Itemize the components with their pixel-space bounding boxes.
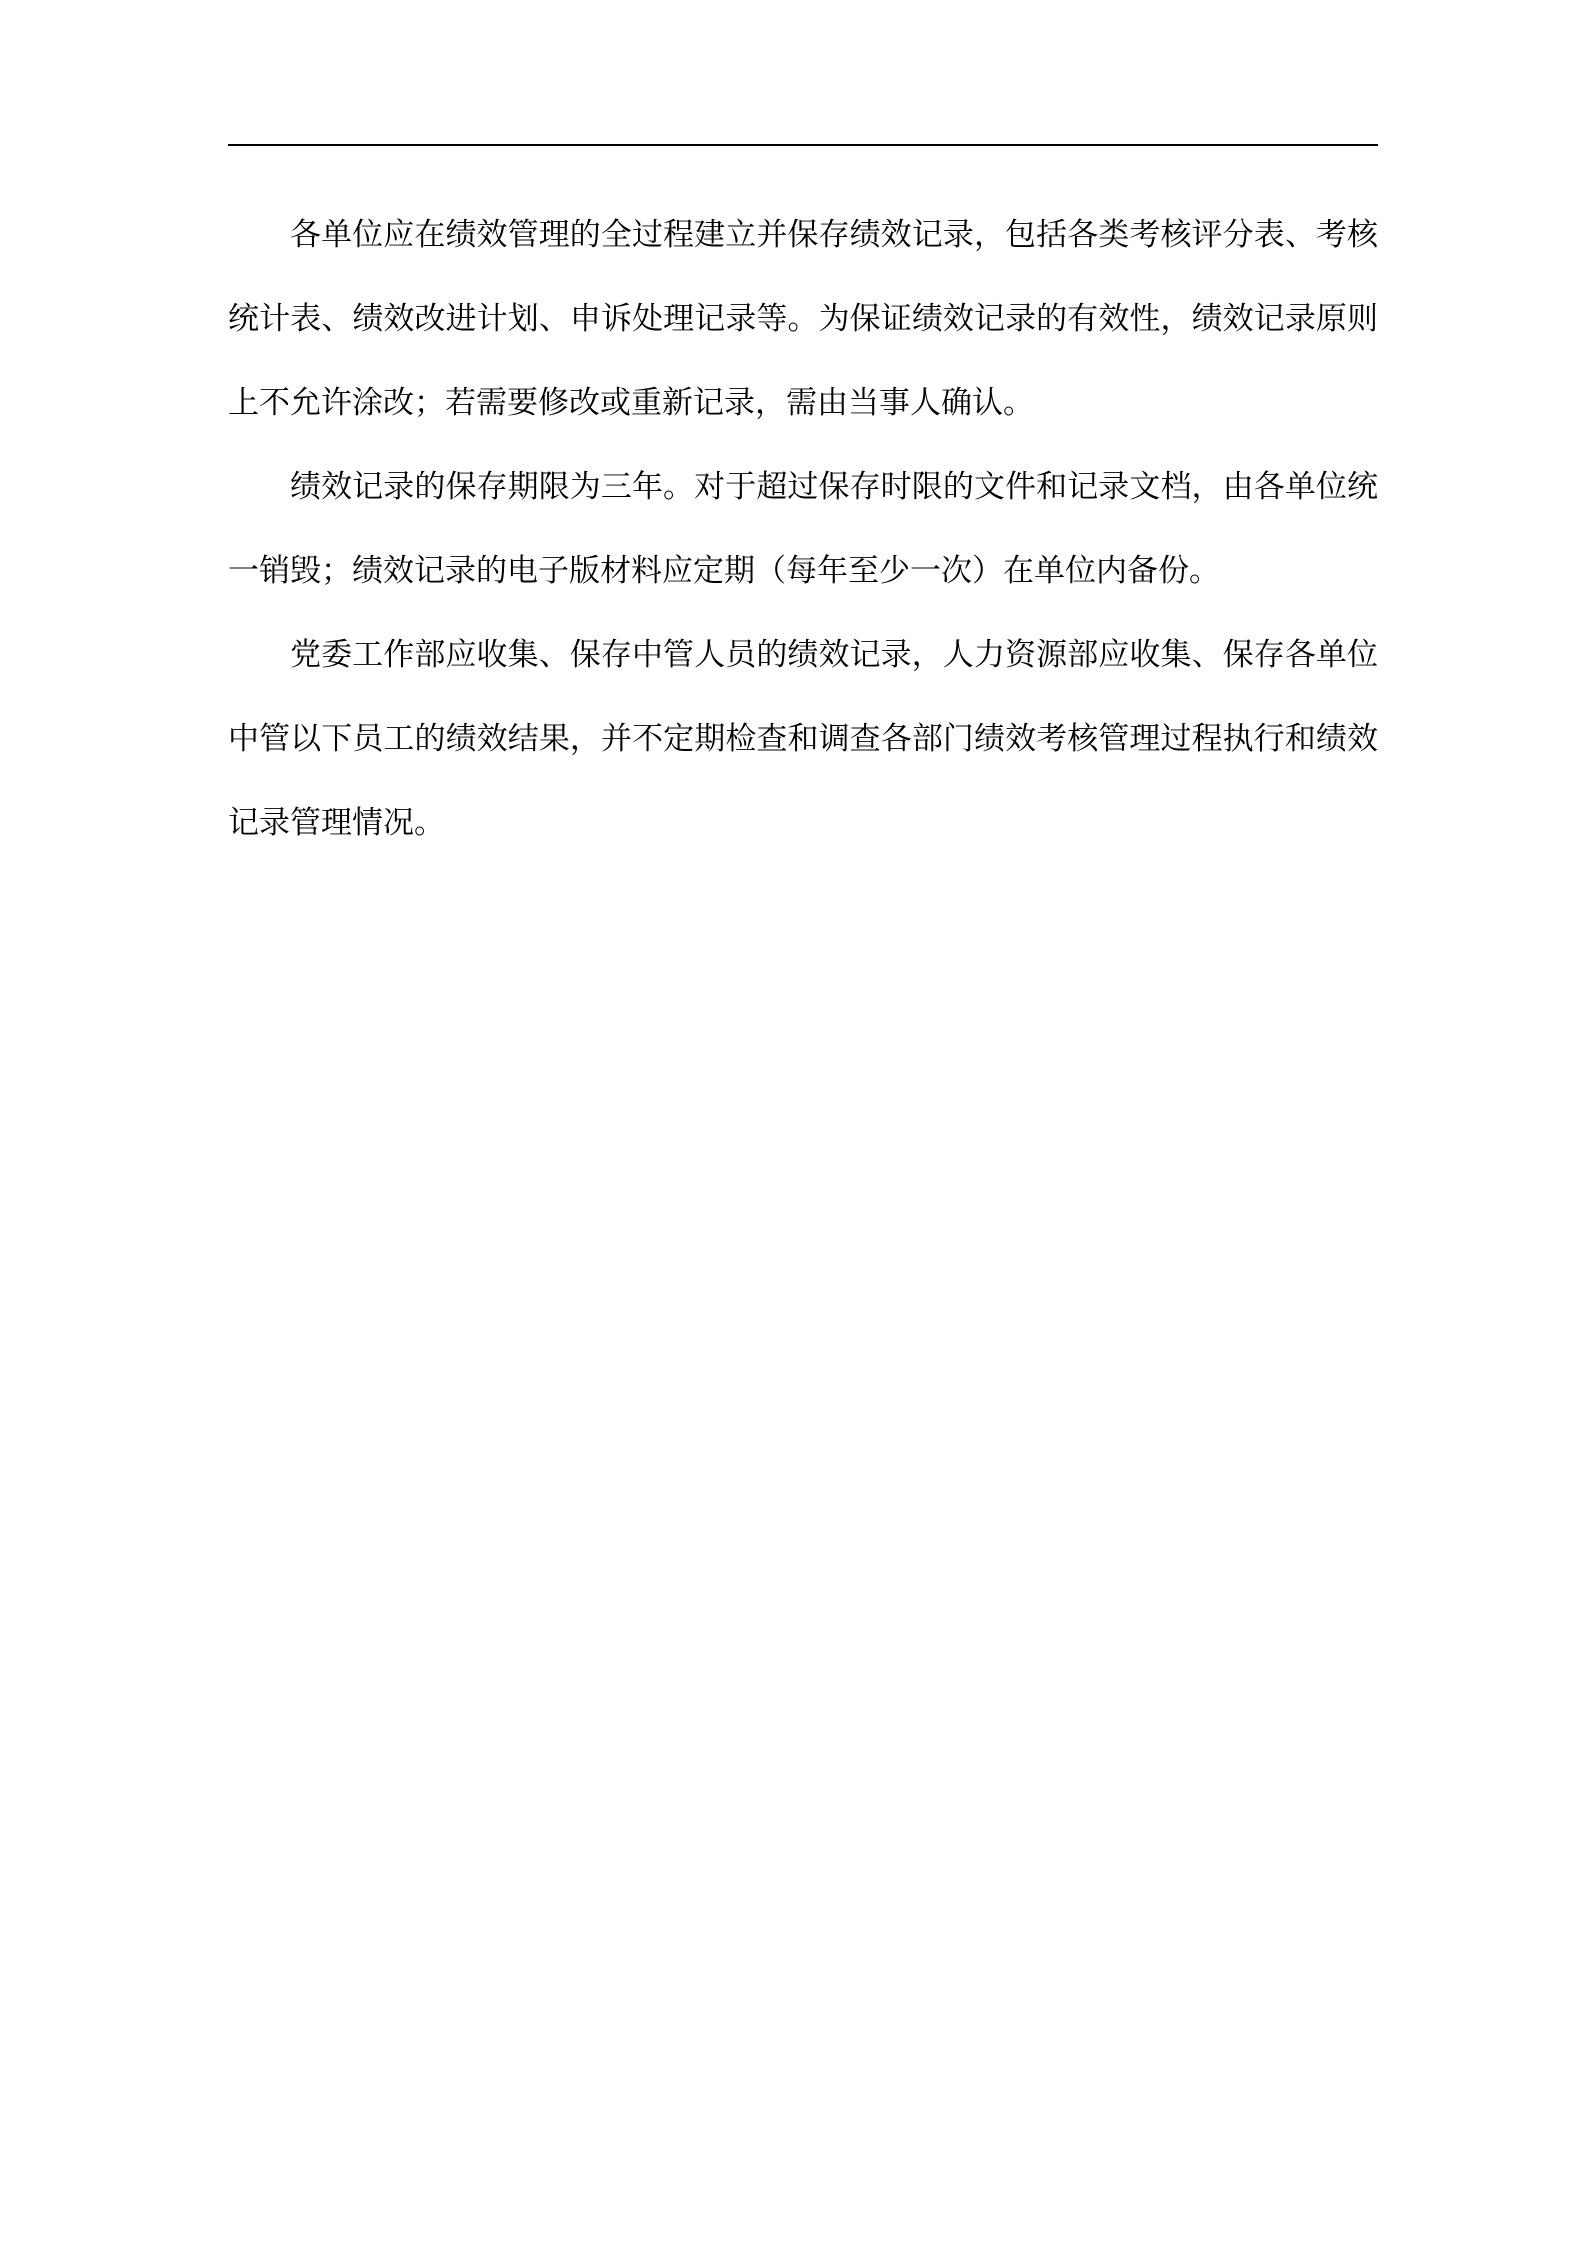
header-rule (228, 144, 1378, 146)
paragraph-retention-period: 绩效记录的保存期限为三年。对于超过保存时限的文件和记录文档，由各单位统一销毁；绩效记录的电子版材料应定期（每年至少一次）在单位内备份。 (228, 469, 1378, 589)
document-body (228, 193, 1378, 865)
paragraph-responsibilities: 党委工作部应收集、保存中管人员的绩效记录，人力资源部应收集、保存各单位中管以下员工的绩效结果，并不定期检查和调查各部门绩效考核管理过程执行和绩效记录管理情况。 (228, 637, 1378, 841)
paragraph-record-keeping: 各单位应在绩效管理的全过程建立并保存绩效记录，包括各类考核评分表、考核统计表、绩效改进计划、申诉处理记录等。为保证绩效记录的有效性，绩效记录原则上不允许涂改；若需要修改或重新记录，需由当事人确认。 (228, 217, 1378, 421)
